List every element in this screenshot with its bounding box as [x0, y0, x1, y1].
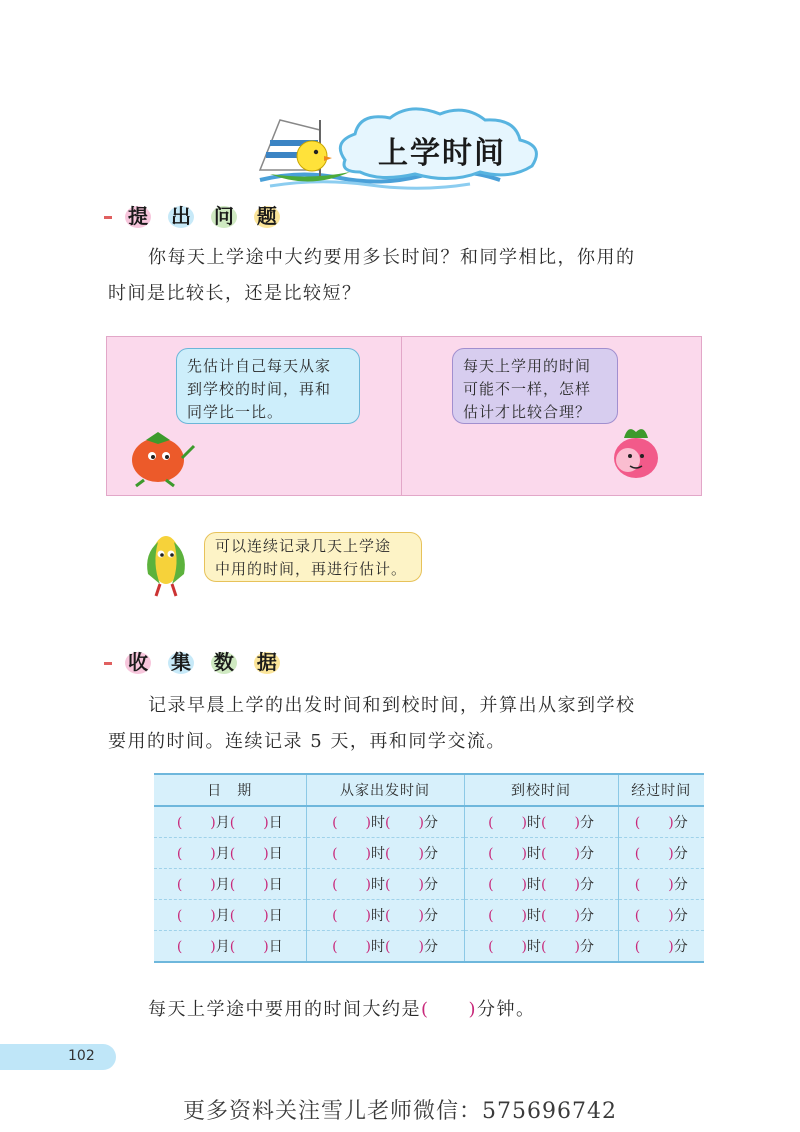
date-cell[interactable]: ( )月( )日 [176, 815, 283, 831]
page-title: 上学时间 [378, 136, 506, 171]
depart-time-cell[interactable]: ( )时( )分 [306, 869, 464, 900]
bubble-line: 每天上学用的时间 [463, 357, 592, 375]
arrive-time-cell[interactable]: ( )时( )分 [464, 900, 618, 931]
page-number: 102 [68, 1048, 95, 1064]
collect-paragraph-line2: 要用的时间。连续记录 5 天，再和同学交流。 [108, 731, 506, 752]
summary-text: 每天上学途中要用的时间大约是 [148, 999, 421, 1020]
elapsed-time-cell[interactable]: ( )分 [618, 900, 704, 931]
section-heading-ask-question [104, 200, 288, 234]
depart-time-cell[interactable]: ( )时( )分 [306, 806, 464, 838]
date-cell[interactable]: ( )月( )日 [154, 931, 306, 963]
summary-sentence [148, 992, 536, 1028]
elapsed-time-cell[interactable]: ( )分 [618, 806, 704, 838]
heading-char: 题 [256, 204, 277, 228]
date-cell[interactable]: ( )月( )日 [154, 900, 306, 931]
arrive-time-cell[interactable]: ( )时( )分 [464, 806, 618, 838]
panel-divider [401, 336, 402, 496]
record-table [154, 773, 704, 963]
header-elapsed-time: 经过时间 [618, 774, 704, 806]
table-row [154, 931, 704, 963]
section-heading-collect-data [104, 646, 288, 680]
header-date: 日 期 [154, 774, 306, 806]
table-row [154, 806, 704, 838]
arrive-time-cell[interactable]: ( )时( )分 [464, 869, 618, 900]
heading-dash [104, 662, 112, 665]
elapsed-time-cell[interactable]: ( )分 [618, 838, 704, 869]
date-cell[interactable]: ( )月( )日 [154, 838, 306, 869]
corn-speech-bubble [204, 532, 422, 582]
header-depart-time: 从家出发时间 [306, 774, 464, 806]
heading-char: 集 [170, 650, 191, 674]
bubble-line: 可以连续记录几天上学途 [215, 537, 392, 555]
question-paragraph-line2: 时间是比较长，还是比较短？ [108, 283, 362, 304]
bubble-line: 估计才比较合理？ [463, 403, 592, 421]
collect-paragraph-line1: 记录早晨上学的出发时间和到校时间，并算出从家到学校 [148, 695, 636, 716]
bubble-line: 到学校的时间，再和 [187, 380, 332, 398]
corn-character-icon [138, 530, 194, 598]
heading-char: 提 [127, 204, 148, 228]
table-row [154, 869, 704, 900]
table-row [154, 838, 704, 869]
arrive-time-cell[interactable]: ( )时( )分 [464, 931, 618, 963]
depart-time-cell[interactable]: ( )时( )分 [306, 900, 464, 931]
bubble-line: 可能不一样，怎样 [463, 380, 592, 398]
elapsed-time-cell[interactable]: ( )分 [618, 869, 704, 900]
heading-char: 收 [127, 650, 148, 674]
page-number-tab [0, 1044, 116, 1070]
bubble-line: 先估计自己每天从家 [187, 357, 332, 375]
heading-dash [104, 216, 112, 219]
header-arrive-time: 到校时间 [464, 774, 618, 806]
summary-unit: 分钟。 [477, 999, 536, 1020]
tomato-character-icon [120, 424, 200, 488]
depart-time-cell[interactable]: ( )时( )分 [306, 838, 464, 869]
footer-note: 更多资料关注雪儿老师微信：575696742 [183, 1099, 617, 1124]
heading-char: 问 [213, 204, 234, 228]
bubble-line: 同学比一比。 [187, 403, 284, 421]
elapsed-time-cell[interactable]: ( )分 [618, 931, 704, 963]
arrive-time-cell[interactable]: ( )时( )分 [464, 838, 618, 869]
tomato-speech-bubble [176, 348, 360, 424]
question-paragraph-line1: 你每天上学途中大约要用多长时间？和同学相比，你用的 [148, 247, 636, 268]
bubble-line: 中用的时间，再进行估计。 [215, 560, 408, 578]
heading-char: 数 [213, 650, 234, 674]
date-cell[interactable]: ( )月( )日 [154, 869, 306, 900]
heading-char: 据 [256, 650, 277, 674]
depart-time-cell[interactable]: ( )时( )分 [306, 931, 464, 963]
table-header-row [154, 774, 704, 806]
heading-char: 出 [170, 204, 191, 228]
radish-speech-bubble [452, 348, 618, 424]
radish-character-icon [604, 424, 668, 484]
answer-blank-minutes[interactable]: ( ) [421, 999, 478, 1020]
table-row [154, 900, 704, 931]
